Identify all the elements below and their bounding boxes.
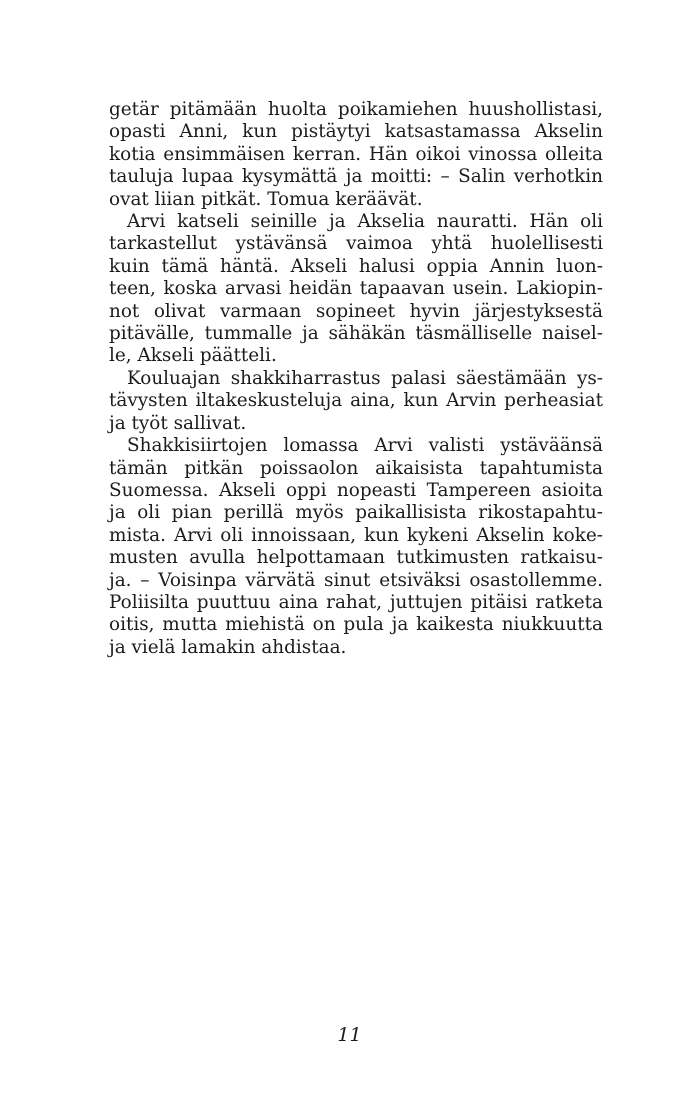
paragraph-4 xyxy=(109,435,603,659)
paragraph-3 xyxy=(109,368,603,435)
text-line: ja työt sallivat. xyxy=(109,412,247,434)
text-line: Shakkisiirtojen lomassa Arvi valisti ystäväänsä xyxy=(127,435,603,457)
text-line: ja oli pian perillä myös paikallisista rikostapahtu- xyxy=(109,502,603,524)
text-line: musten avulla helpottamaan tutkimusten ratkaisu- xyxy=(109,547,603,569)
text-line: Kouluajan shakkiharrastus palasi säestämään ys- xyxy=(127,367,603,389)
text-line: Arvi katseli seinille ja Akselia nauratti. Hän oli xyxy=(127,211,603,233)
text-line: tauluja lupaa kysymättä ja moitti: – Salin verhotkin xyxy=(109,166,603,188)
text-line: getär pitämään huolta poikamiehen huushollistasi, xyxy=(109,99,603,120)
text-line: mista. Arvi oli innoissaan, kun kykeni Akselin koke- xyxy=(109,524,603,546)
text-line: pitävälle, tummalle ja sähäkän täsmälliselle naisel- xyxy=(109,323,603,345)
text-line: not olivat varmaan sopineet hyvin järjestyksestä xyxy=(109,300,603,322)
paragraph-2 xyxy=(109,211,603,368)
text-line: tarkastellut ystävänsä vaimoa yhtä huolellisesti xyxy=(109,233,603,255)
text-line: ovat liian pitkät. Tomua keräävät. xyxy=(109,188,423,210)
text-line: oitis, mutta miehistä on pula ja kaikesta niukkuutta xyxy=(109,614,603,636)
text-line: tävysten iltakeskusteluja aina, kun Arvin perheasiat xyxy=(109,390,603,412)
text-line: tämän pitkän poissaolon aikaisista tapahtumista xyxy=(109,457,603,479)
text-line: ja. – Voisinpa värvätä sinut etsiväksi osastollemme. xyxy=(109,569,603,591)
text-line: Suomessa. Akseli oppi nopeasti Tampereen asioita xyxy=(109,479,603,501)
text-line: Poliisilta puuttuu aina rahat, juttujen pitäisi ratketa xyxy=(109,591,603,613)
text-line: opasti Anni, kun pistäytyi katsastamassa Akselin xyxy=(109,121,603,143)
text-line: kotia ensimmäisen kerran. Hän oikoi vinossa olleita xyxy=(109,143,603,165)
body-text xyxy=(109,99,603,659)
page-number: 11 xyxy=(337,1024,362,1046)
text-line: le, Akseli päätteli. xyxy=(109,345,277,367)
text-line: ja vielä lamakin ahdistaa. xyxy=(109,636,347,658)
text-line: teen, koska arvasi heidän tapaavan usein. Lakiopin- xyxy=(109,278,603,300)
text-line: kuin tämä häntä. Akseli halusi oppia Annin luon- xyxy=(109,255,603,277)
paragraph-1 xyxy=(109,99,603,211)
